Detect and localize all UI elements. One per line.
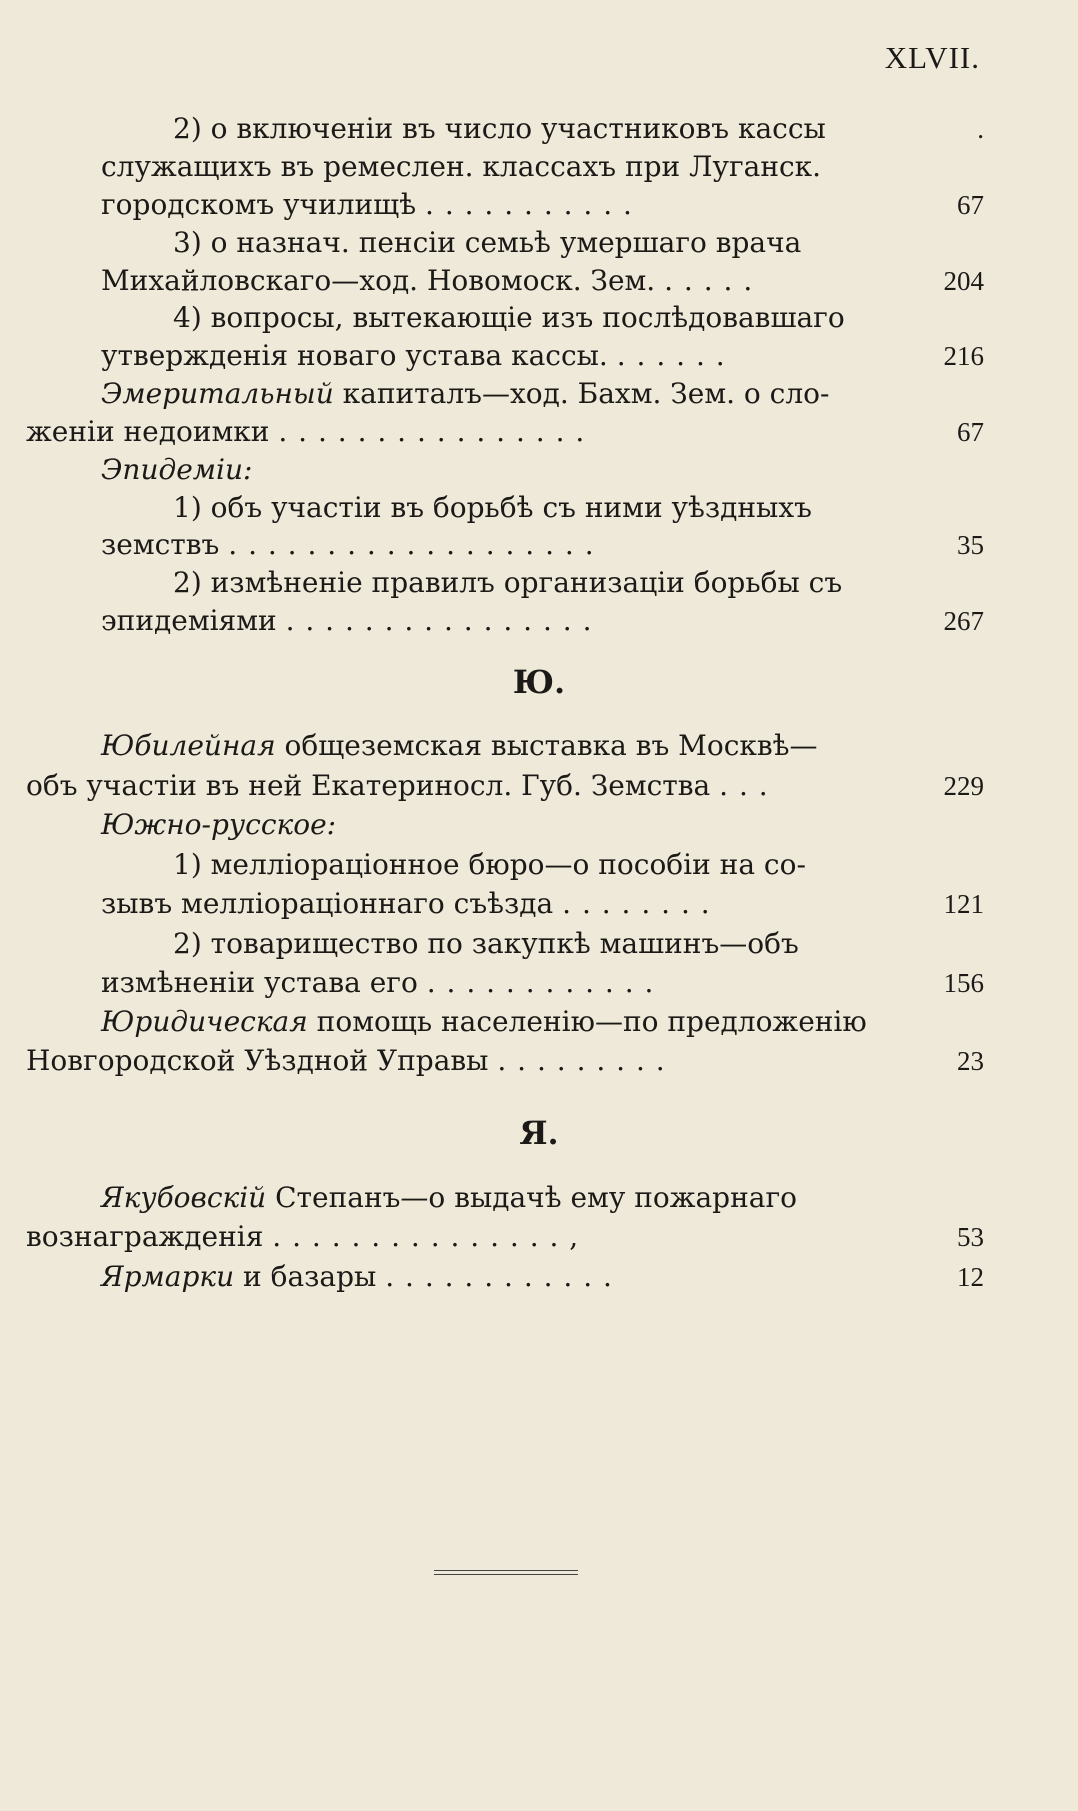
page-number: XLVII. xyxy=(884,40,980,75)
entry-text: помощь населенію—по предложенію xyxy=(307,1005,867,1038)
entry-line xyxy=(0,1178,1078,1218)
entry-keyword: Эмеритальный xyxy=(101,377,334,410)
entry-text: земствъ xyxy=(101,528,220,561)
entry-line xyxy=(0,1257,1078,1297)
leader-dots: . . . . . . . . . . . . xyxy=(385,1260,613,1293)
leader-dots: . . . . . . . . . . . . xyxy=(426,966,655,999)
entry-text: 2) о включеніи въ число участниковъ кассы xyxy=(173,112,826,145)
leader-dots: . . . . . . xyxy=(616,339,726,372)
entry-line xyxy=(0,845,1078,885)
entry-line xyxy=(0,766,1078,806)
leader-dots: . . . . . . . . . . . xyxy=(425,188,633,221)
entry-page: 67 xyxy=(957,417,984,447)
entry-text: 1) мелліораціонное бюро—о пособіи на со- xyxy=(173,848,806,881)
leader-dots: . . . . . . . . . xyxy=(497,1044,666,1077)
leader-dots: . . . . . . . . . . . . . . . . . . . xyxy=(228,528,595,561)
entry-line xyxy=(0,805,1078,845)
entry-page: 23 xyxy=(957,1046,984,1076)
entry-line xyxy=(0,1217,1078,1257)
entry-line xyxy=(0,884,1078,924)
entry-line xyxy=(0,185,1078,225)
leader-dots: . . . xyxy=(719,769,769,802)
entry-line xyxy=(0,261,1078,301)
entry-line xyxy=(0,963,1078,1003)
entry-line xyxy=(0,298,1078,338)
entry-page: 156 xyxy=(943,968,984,998)
entry-line xyxy=(0,450,1078,490)
entry-page: 229 xyxy=(943,771,984,801)
entry-line xyxy=(0,412,1078,452)
entry-text: утвержденія новаго устава кассы. xyxy=(101,339,608,372)
entry-page: 53 xyxy=(957,1222,984,1252)
entry-page: 67 xyxy=(957,190,984,220)
entry-text: 2) измѣненіе правилъ организаціи борьбы съ xyxy=(173,566,843,599)
leader-dots: . . . . . . . . . . . . . . . , xyxy=(272,1220,580,1253)
entry-page: 204 xyxy=(943,266,984,296)
entry-keyword: Ярмарки xyxy=(101,1260,235,1293)
entry-text: 1) объ участіи въ борьбѣ съ ними уѣздныхъ xyxy=(173,491,812,524)
entry-line xyxy=(0,109,1078,149)
entry-keyword: Юбилейная xyxy=(101,729,276,762)
leader-dots: . . . . . . . . . . . . . . . . xyxy=(278,415,586,448)
entry-keyword: Южно-русское: xyxy=(101,808,337,841)
entry-line xyxy=(0,525,1078,565)
entry-page: 216 xyxy=(943,341,984,371)
entry-text: эпидеміями xyxy=(101,604,277,637)
entry-keyword: Юридическая xyxy=(101,1005,308,1038)
end-rule xyxy=(434,1570,578,1575)
section-heading-yu: Ю. xyxy=(512,663,566,701)
entry-text: 4) вопросы, вытекающіе изъ послѣдовавшаго xyxy=(173,301,845,334)
entry-page: 35 xyxy=(957,530,984,560)
entry-line xyxy=(0,488,1078,528)
entry-text: вознагражденія xyxy=(26,1220,264,1253)
entry-text: служащихъ въ ремеслен. классахъ при Луганск. xyxy=(101,150,822,183)
entry-text: Новгородской Уѣздной Управы xyxy=(26,1044,489,1077)
entry-text: измѣненіи устава его xyxy=(101,966,418,999)
entry-line xyxy=(0,1002,1078,1042)
leader-dots: . . . . . xyxy=(664,264,754,297)
leader-dots: . . . . . . . . xyxy=(562,887,711,920)
entry-line xyxy=(0,563,1078,603)
leader-dots: . . . . . . . . . . . . . . . . xyxy=(285,604,593,637)
entry-line xyxy=(0,726,1078,766)
entry-line xyxy=(0,924,1078,964)
section-heading-ya: Я. xyxy=(519,1114,559,1152)
entry-page: 12 xyxy=(957,1262,984,1292)
entry-text: Михайловскаго—ход. Новомоск. Зем. xyxy=(101,264,656,297)
entry-text: общеземская выставка въ Москвѣ— xyxy=(275,729,818,762)
entry-text: женіи недоимки xyxy=(26,415,270,448)
entry-page: 121 xyxy=(943,889,984,919)
entry-line xyxy=(0,374,1078,414)
entry-text: 2) товарищество по закупкѣ машинъ—объ xyxy=(173,927,799,960)
entry-page: . xyxy=(977,114,984,144)
entry-text: Степанъ—о выдачѣ ему пожарнаго xyxy=(266,1181,797,1214)
entry-text: капиталъ—ход. Бахм. Зем. о сло- xyxy=(333,377,830,410)
entry-page: 267 xyxy=(943,606,984,636)
entry-keyword: Эпидеміи: xyxy=(101,453,253,486)
entry-keyword: Якубовскій xyxy=(101,1181,267,1214)
entry-line xyxy=(0,1041,1078,1081)
entry-text: объ участіи въ ней Екатериносл. Губ. Земства xyxy=(26,769,711,802)
entry-line xyxy=(0,223,1078,263)
entry-text: городскомъ училищѣ xyxy=(101,188,417,221)
entry-line xyxy=(0,336,1078,376)
entry-line xyxy=(0,147,1078,187)
entry-text: 3) о назнач. пенсіи семьѣ умершаго врача xyxy=(173,226,802,259)
entry-text: зывъ мелліораціоннаго съѣзда xyxy=(101,887,554,920)
entry-text: и базары xyxy=(234,1260,377,1293)
entry-line xyxy=(0,601,1078,641)
